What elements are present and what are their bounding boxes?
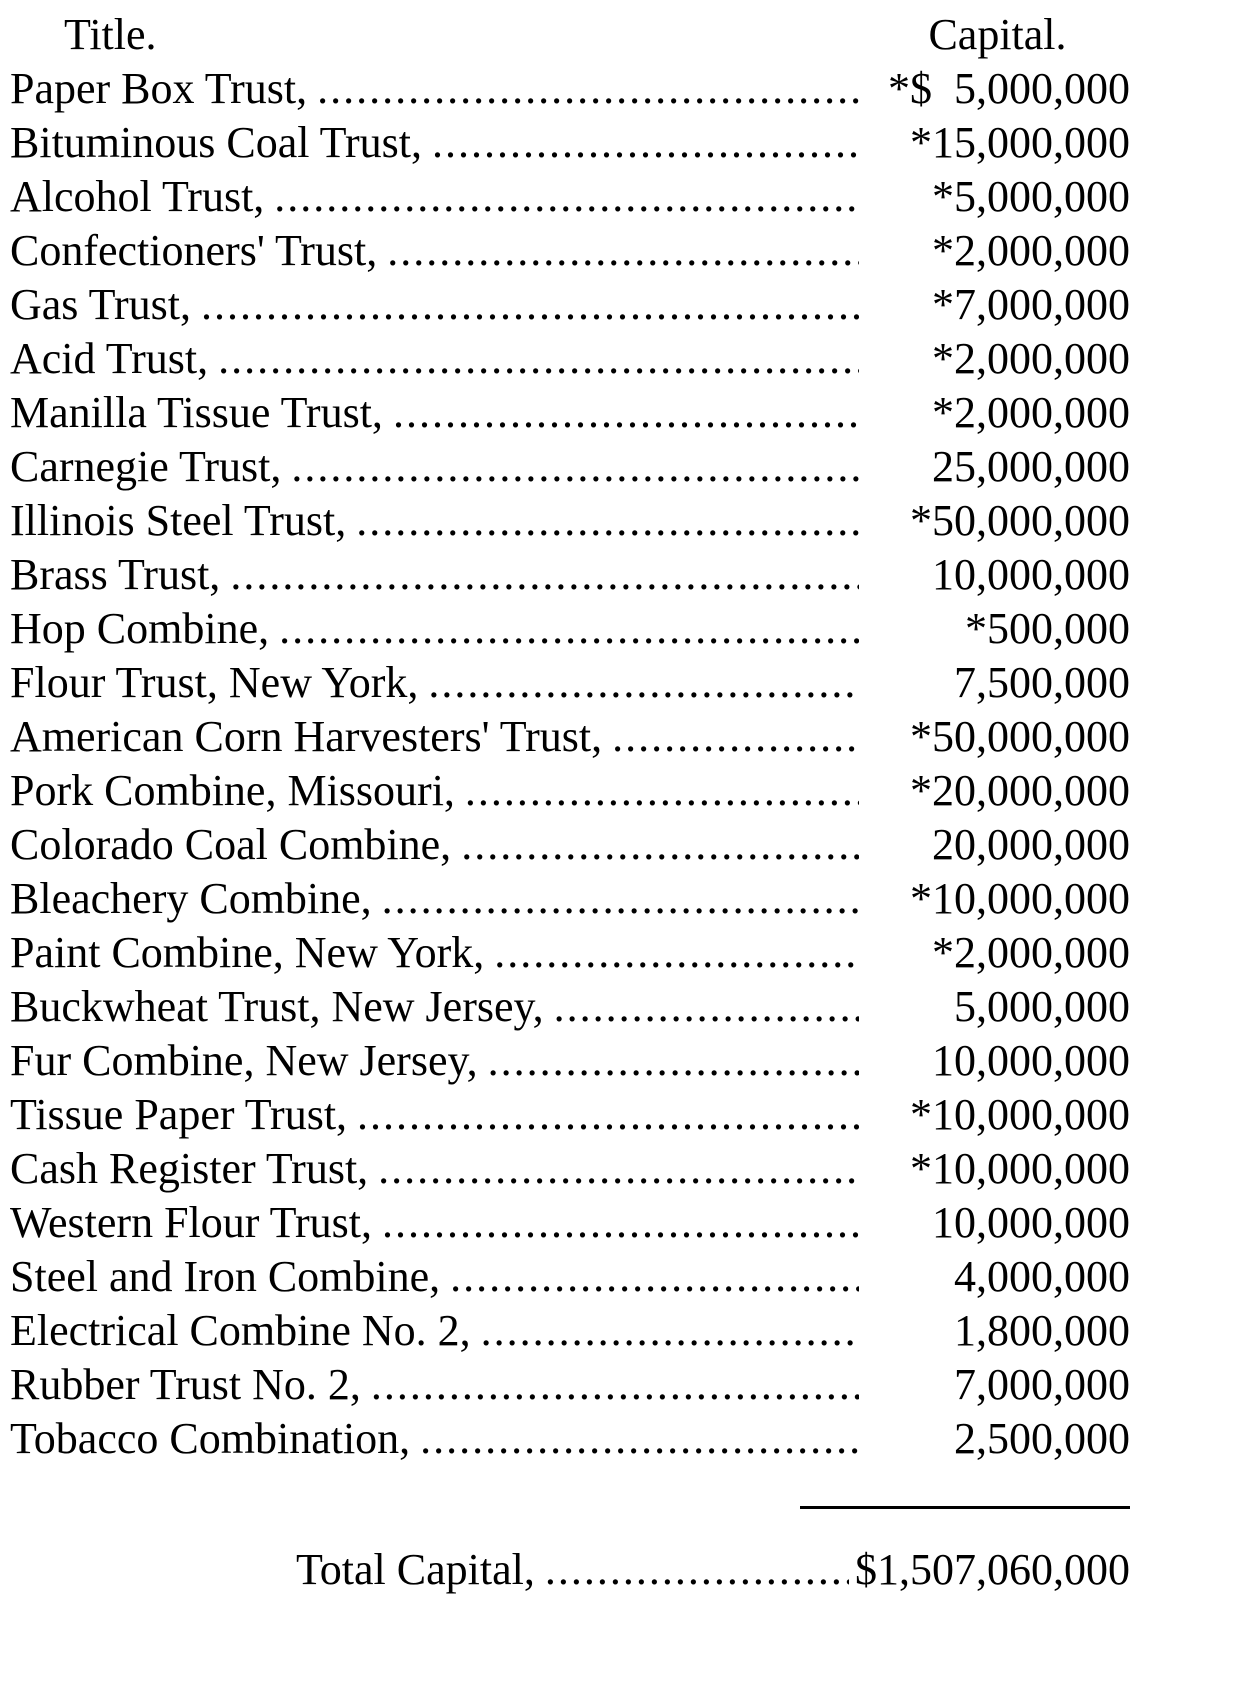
trust-title: Carnegie Trust, (10, 442, 282, 491)
total-amount: $1,507,060,000 (855, 1545, 1130, 1594)
table-row (10, 494, 1130, 548)
dot-leader (387, 224, 859, 278)
trust-title: Manilla Tissue Trust, (10, 388, 383, 437)
trust-capital: *2,000,000 (932, 388, 1130, 437)
table-row (10, 386, 1130, 440)
trust-capital: *$ 5,000,000 (888, 64, 1130, 113)
trust-capital: 25,000,000 (932, 442, 1130, 491)
trust-title: Steel and Iron Combine, (10, 1252, 441, 1301)
dot-leader (317, 62, 859, 116)
table-row (10, 1142, 1130, 1196)
dot-leader (450, 1250, 859, 1304)
table-row (10, 602, 1130, 656)
trust-capital: 1,800,000 (954, 1306, 1130, 1355)
table-row (10, 764, 1130, 818)
trust-capital: 7,000,000 (954, 1360, 1130, 1409)
table-row (10, 278, 1130, 332)
table-row (10, 62, 1130, 116)
dot-leader (230, 548, 859, 602)
trust-title: Bleachery Combine, (10, 874, 372, 923)
total-rule (800, 1506, 1130, 1509)
table-row (10, 1412, 1130, 1466)
table-row (10, 332, 1130, 386)
dot-leader (612, 710, 859, 764)
trust-capital: *15,000,000 (910, 118, 1130, 167)
table-row (10, 872, 1130, 926)
dot-leader (274, 170, 859, 224)
table-row (10, 980, 1130, 1034)
trust-title: Acid Trust, (10, 334, 209, 383)
table-row (10, 1358, 1130, 1412)
trust-title: Flour Trust, New York, (10, 658, 419, 707)
dot-leader (279, 602, 859, 656)
trust-capital: *10,000,000 (910, 1144, 1130, 1193)
table-row (10, 818, 1130, 872)
trust-capital: *2,000,000 (932, 928, 1130, 977)
dot-leader (393, 386, 859, 440)
trust-capital: *50,000,000 (910, 712, 1130, 761)
trust-title: Confectioners' Trust, (10, 226, 378, 275)
dot-leader (428, 656, 859, 710)
dot-leader (357, 1088, 859, 1142)
trust-title: Colorado Coal Combine, (10, 820, 452, 869)
trust-capital: 2,500,000 (954, 1414, 1130, 1463)
dot-leader (432, 116, 859, 170)
trust-title: Buckwheat Trust, New Jersey, (10, 982, 544, 1031)
trust-capital: *2,000,000 (932, 334, 1130, 383)
trust-title: Gas Trust, (10, 280, 191, 329)
trust-title: Tobacco Combination, (10, 1414, 411, 1463)
table-row (10, 656, 1130, 710)
dot-leader (545, 1543, 849, 1597)
trust-capital: 20,000,000 (932, 820, 1130, 869)
trust-title: Hop Combine, (10, 604, 270, 653)
dot-leader (488, 1034, 859, 1088)
dot-leader (218, 332, 859, 386)
table-row (10, 116, 1130, 170)
column-header-capital: Capital. (928, 10, 1067, 59)
trust-capital: *7,000,000 (932, 280, 1130, 329)
dot-leader (554, 980, 859, 1034)
trust-capital: *500,000 (965, 604, 1130, 653)
trust-capital: 5,000,000 (954, 982, 1130, 1031)
dot-leader (356, 494, 859, 548)
trust-title: Rubber Trust No. 2, (10, 1360, 361, 1409)
total-label: Total Capital, (296, 1545, 535, 1594)
table-row (10, 1304, 1130, 1358)
dot-leader (461, 818, 859, 872)
trust-title: Alcohol Trust, (10, 172, 265, 221)
trust-title: Electrical Combine No. 2, (10, 1306, 471, 1355)
dot-leader (291, 440, 859, 494)
trust-list (10, 62, 1130, 1466)
table-row (10, 1250, 1130, 1304)
table-row (10, 710, 1130, 764)
table-row (10, 224, 1130, 278)
trust-capital: 4,000,000 (954, 1252, 1130, 1301)
table-row (10, 440, 1130, 494)
table-row (10, 926, 1130, 980)
trust-title: Bituminous Coal Trust, (10, 118, 423, 167)
dot-leader (382, 872, 859, 926)
column-header-title: Title. (64, 10, 157, 59)
dot-leader (494, 926, 859, 980)
dot-leader (420, 1412, 859, 1466)
trust-capital: *10,000,000 (910, 874, 1130, 923)
trust-capital: *50,000,000 (910, 496, 1130, 545)
trust-capital: *10,000,000 (910, 1090, 1130, 1139)
trust-title: Brass Trust, (10, 550, 221, 599)
dot-leader (371, 1358, 859, 1412)
trust-capital: 10,000,000 (932, 1198, 1130, 1247)
total-row (10, 1543, 1130, 1597)
trust-capital: 7,500,000 (954, 658, 1130, 707)
trust-capital: *2,000,000 (932, 226, 1130, 275)
table-row (10, 1196, 1130, 1250)
trust-capital: 10,000,000 (932, 1036, 1130, 1085)
table-row (10, 1034, 1130, 1088)
dot-leader (378, 1142, 859, 1196)
trust-title: Tissue Paper Trust, (10, 1090, 348, 1139)
trust-capital: *5,000,000 (932, 172, 1130, 221)
dot-leader (201, 278, 859, 332)
trust-title: American Corn Harvesters' Trust, (10, 712, 603, 761)
dot-leader (481, 1304, 859, 1358)
trust-title: Western Flour Trust, (10, 1198, 372, 1247)
trust-title: Fur Combine, New Jersey, (10, 1036, 478, 1085)
table-header (10, 8, 1130, 62)
dot-leader (382, 1196, 859, 1250)
dot-leader (465, 764, 859, 818)
trust-capital: *20,000,000 (910, 766, 1130, 815)
table-row (10, 548, 1130, 602)
trust-title: Paint Combine, New York, (10, 928, 485, 977)
trust-title: Pork Combine, Missouri, (10, 766, 455, 815)
trust-title: Cash Register Trust, (10, 1144, 369, 1193)
table-row (10, 1088, 1130, 1142)
trust-capital: 10,000,000 (932, 550, 1130, 599)
trust-title: Illinois Steel Trust, (10, 496, 347, 545)
table-row (10, 170, 1130, 224)
trust-title: Paper Box Trust, (10, 64, 308, 113)
